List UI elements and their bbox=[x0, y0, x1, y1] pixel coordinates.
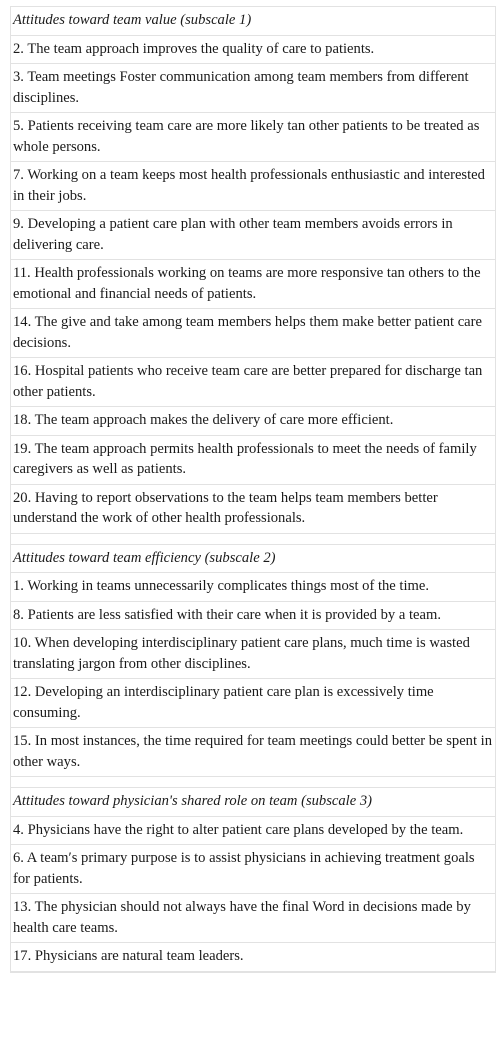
subscale-items-table bbox=[10, 6, 496, 973]
table-row: 10. When developing interdisciplinary patient care plans, much time is wasted translating jargon from other disciplines. bbox=[11, 630, 495, 679]
section-heading-physician-role: Attitudes toward physician's shared role on team (subscale 3) bbox=[11, 788, 495, 817]
table-row: 12. Developing an interdisciplinary patient care plan is excessively time consuming. bbox=[11, 679, 495, 728]
section-spacer bbox=[11, 534, 495, 545]
table-row: 16. Hospital patients who receive team care are better prepared for discharge tan other patients. bbox=[11, 358, 495, 407]
table-row: 5. Patients receiving team care are more likely tan other patients to be treated as whole persons. bbox=[11, 113, 495, 162]
section-heading-team-efficiency: Attitudes toward team efficiency (subscale 2) bbox=[11, 545, 495, 574]
table-row: 19. The team approach permits health professionals to meet the needs of family caregivers as well as patients. bbox=[11, 436, 495, 485]
table-row: 9. Developing a patient care plan with other team members avoids errors in delivering care. bbox=[11, 211, 495, 260]
table-row: 14. The give and take among team members helps them make better patient care decisions. bbox=[11, 309, 495, 358]
table-row: 13. The physician should not always have the final Word in decisions made by health care teams. bbox=[11, 894, 495, 943]
table-row: 4. Physicians have the right to alter patient care plans developed by the team. bbox=[11, 817, 495, 846]
table-row: 1. Working in teams unnecessarily complicates things most of the time. bbox=[11, 573, 495, 602]
table-row: 20. Having to report observations to the team helps team members better understand the work of other health professionals. bbox=[11, 485, 495, 534]
table-row: 8. Patients are less satisfied with their care when it is provided by a team. bbox=[11, 602, 495, 631]
table-row: 15. In most instances, the time required for team meetings could better be spent in other ways. bbox=[11, 728, 495, 777]
table-row: 11. Health professionals working on teams are more responsive tan others to the emotional and financial needs of patients. bbox=[11, 260, 495, 309]
table-row: 3. Team meetings Foster communication among team members from different disciplines. bbox=[11, 64, 495, 113]
section-spacer bbox=[11, 777, 495, 788]
table-row: 6. A team′s primary purpose is to assist physicians in achieving treatment goals for patients. bbox=[11, 845, 495, 894]
section-heading-team-value: Attitudes toward team value (subscale 1) bbox=[11, 7, 495, 36]
table-row: 17. Physicians are natural team leaders. bbox=[11, 943, 495, 972]
table-row: 7. Working on a team keeps most health professionals enthusiastic and interested in their jobs. bbox=[11, 162, 495, 211]
table-row: 18. The team approach makes the delivery of care more efficient. bbox=[11, 407, 495, 436]
table-row: 2. The team approach improves the quality of care to patients. bbox=[11, 36, 495, 65]
